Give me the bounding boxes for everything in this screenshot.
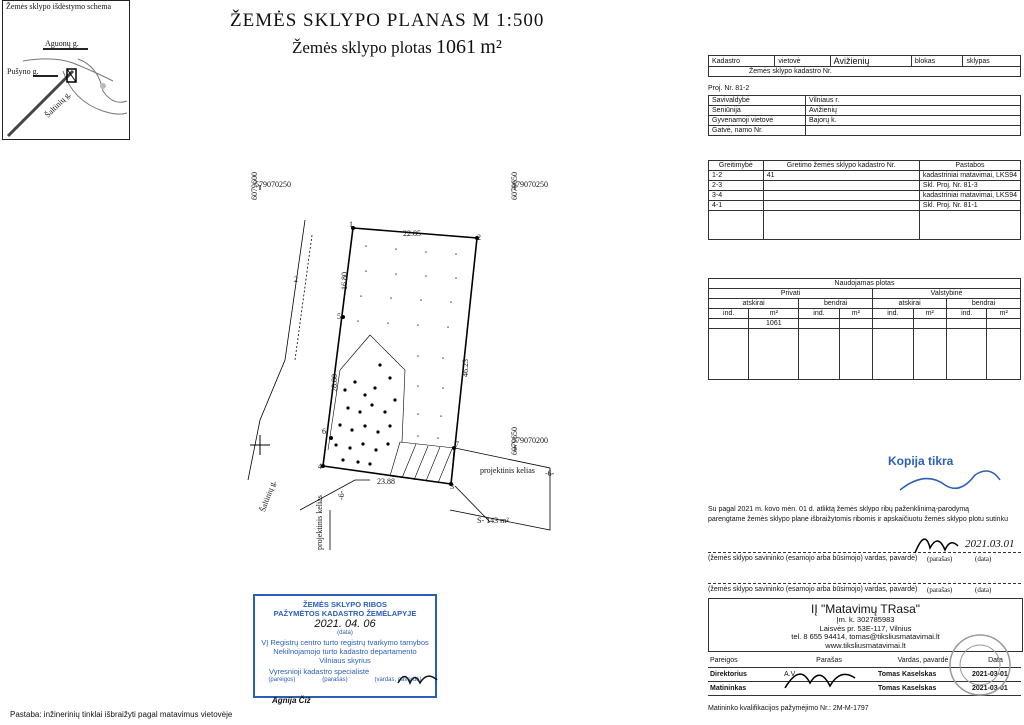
registry-l1: ŽEMĖS SKLYPO RIBOS (303, 600, 387, 609)
length-5-4: 28.80 (330, 374, 339, 392)
sign1-date-value: 2021.03.01 (965, 538, 1015, 550)
location-scheme (2, 0, 130, 140)
neighbors-h2: Gretimo žemės sklypo kadastro Nr. (763, 161, 919, 171)
road-mark-vertical: -6- (337, 490, 346, 500)
neighbor-c: Skl. Proj. Nr. 81-1 (919, 201, 1020, 211)
servitude-label: S- 143 m² (477, 516, 509, 525)
sig-h4: Data (970, 654, 1021, 668)
address-table (708, 95, 1021, 136)
vietove-label: vietovė (775, 56, 830, 67)
neighbor-c: Skl. Proj. Nr. 81-3 (919, 181, 1020, 191)
svg-text:": " (455, 254, 458, 260)
sig-name: Tomas Kaselskas (876, 682, 970, 696)
street-label-plan: Šaltinių g. (258, 479, 278, 514)
sign2-data: (data) (975, 586, 992, 594)
neighbor-a: 4-1 (709, 201, 764, 211)
kadastro-label: Kadastro (709, 56, 775, 67)
svg-text:": " (447, 327, 450, 333)
svg-text:": " (442, 358, 445, 364)
vietove-value: Avižienių (830, 56, 911, 67)
registry-cap3: (vardas, pavardė) (374, 677, 422, 683)
usage-table (708, 278, 1021, 380)
kad-nr-label: Žemės sklypo kadastro Nr. (709, 67, 1021, 77)
coord-x2: 6079650 (510, 172, 519, 200)
usage-bendrai: bendrai (799, 299, 873, 309)
sign1-caption: (žemės sklypo savininko (esamojo arba būsimojo) vardas, pavardė) (708, 555, 918, 562)
page-title: ŽEMĖS SKLYPO PLANAS M 1:500 (230, 10, 545, 31)
svg-text:": " (395, 274, 398, 280)
statement-line2: parengtame žemės sklypo plane išbraižytomis ribomis ir apskaičiuotu žemės sklypo plotu sutinku (708, 516, 1008, 523)
registry-l3: VĮ Registrų centro turto registrų tvarkymo tarnybos (261, 638, 429, 647)
usage-value: 1061 (749, 319, 799, 329)
svg-text:": " (440, 416, 443, 422)
svg-text:": " (417, 386, 420, 392)
coord-x2-lower: 6079650 (510, 427, 519, 455)
point-6: 6 (322, 427, 326, 436)
svg-text:": " (450, 302, 453, 308)
usage-valstybine: Valstybinė (873, 289, 1021, 299)
round-stamp (945, 630, 1015, 700)
usage-bendrai: bendrai (947, 299, 1021, 309)
usage-privati: Privati (709, 289, 873, 299)
length-2-3: 46.23 (461, 359, 470, 377)
usage-atskirai: atskirai (709, 299, 799, 309)
copy-signature (895, 460, 1005, 500)
addr-value: Vilniaus r. (806, 96, 1021, 106)
addr-key: Gyvenamoji vietovė (709, 116, 806, 126)
coord-x1: 6079600 (250, 172, 259, 200)
company-code: Įm. k. 302785983 (836, 615, 895, 624)
addr-value: Bajorų k. (806, 116, 1021, 126)
copy-stamp: Kopija tikra (888, 454, 954, 468)
usage-m2: m² (987, 309, 1021, 319)
company-phone: tel. 8 655 94414, tomas@tiksliusmatavimai.lt (791, 632, 940, 641)
sign1-line (708, 552, 1021, 553)
plot-plan (230, 150, 590, 550)
neighbor-a: 3-4 (709, 191, 764, 201)
sign1-data: (data) (975, 555, 992, 563)
blokas-label: blokas (911, 56, 963, 67)
neighbor-b: 41 (763, 171, 919, 181)
point-2: 2 (477, 233, 481, 242)
point-5: 5 (337, 312, 341, 321)
area-unit: m² (480, 36, 502, 58)
sign1-parasas: (parašas) (927, 555, 953, 563)
registry-name: Agnija Čiž (272, 696, 311, 705)
usage-m2: m² (839, 309, 873, 319)
neighbor-b (763, 181, 919, 191)
plot-boundary (323, 228, 477, 484)
addr-key: Savivaldybė (709, 96, 806, 106)
usage-ind: ind. (873, 309, 913, 319)
road-mark: -6- (545, 469, 555, 478)
usage-ind: ind. (947, 309, 987, 319)
usage-atskirai: atskirai (873, 299, 947, 309)
neighbors-h3: Pastabos (919, 161, 1020, 171)
neighbors-h1: Greitimybė (709, 161, 764, 171)
sign2-caption: (žemės sklypo savininko (esamojo arba būsimojo) vardas, pavardė) (708, 586, 918, 593)
sign2-line (708, 583, 1021, 584)
svg-text:": " (360, 296, 363, 302)
neighbor-b (763, 201, 919, 211)
area-label: Žemės sklypo plotas (292, 38, 432, 57)
owner-signature (910, 528, 960, 558)
svg-text:": " (437, 438, 440, 444)
company-address: Laisvės pr. 53E-117, Vilnius (819, 623, 912, 633)
neighbor-a: 2-3 (709, 181, 764, 191)
svg-text:": " (417, 356, 420, 362)
cadastre-info-table (708, 55, 1021, 77)
usage-ind: ind. (709, 309, 749, 319)
surveyor-signature (780, 658, 860, 694)
svg-text:": " (417, 414, 420, 420)
point-1: 1 (349, 220, 353, 229)
usage-m2: m² (749, 309, 799, 319)
sklypas-label: sklypas (963, 56, 1021, 67)
neighbor-a: 1-2 (709, 171, 764, 181)
road-label: projektinis kelias (480, 466, 535, 475)
svg-text:": " (420, 300, 423, 306)
length-4-3: 23.88 (377, 477, 395, 486)
footnote: Pastaba: inžinerinių tinklai išbraižyti pagal matavimus vietovėje (10, 710, 233, 719)
sig-date: 2021-03-01 (970, 668, 1021, 682)
sig-role: Matininkas (708, 682, 782, 696)
addr-key: Gatvė, namo Nr. (709, 126, 806, 136)
registry-date: 2021. 04. 06 (314, 618, 376, 630)
area-line (292, 36, 502, 59)
sig-name: Tomas Kaselskas (876, 668, 970, 682)
company-name: IĮ "Matavimų TRasa" (811, 602, 920, 616)
svg-text:": " (442, 388, 445, 394)
point-7: 7 (455, 440, 459, 449)
svg-text:": " (425, 276, 428, 282)
area-value: 1061 (436, 36, 477, 58)
road-label-vertical: projektinis kelias (315, 495, 324, 550)
point-3: 3 (450, 482, 454, 491)
usage-ind: ind. (799, 309, 839, 319)
svg-text:": " (455, 278, 458, 284)
neighbor-b (763, 191, 919, 201)
registry-l2: PAŽYMĖTOS KADASTRO ŽEMĖLAPYJE (273, 609, 417, 618)
statement-line1: Su pagal 2021 m. kovo mėn. 01 d. atliktą žemės sklypo ribų paženklinimą-parodymą (708, 506, 970, 513)
proj-nr: Proj. Nr. 81-2 (708, 85, 750, 92)
svg-text:": " (365, 271, 368, 277)
registry-cap2: (parašas) (322, 677, 348, 683)
length-1-2: 22.85 (403, 229, 421, 238)
coord-y2: 579070200 (512, 436, 548, 445)
svg-text:": " (390, 298, 393, 304)
addr-value: Avižienių (806, 106, 1021, 116)
sign2-parasas: (parašas) (927, 586, 953, 594)
surveyor-cert: Matininko kvalifikacijos pažymėjimo Nr.: 2M-M-1797 (708, 705, 869, 712)
svg-text:": " (357, 321, 360, 327)
length-1-5: 16.80 (340, 272, 349, 290)
svg-text:": " (395, 249, 398, 255)
sig-h2: Parašas (782, 654, 876, 668)
addr-value (806, 126, 1021, 136)
svg-text:": " (417, 436, 420, 442)
svg-text:": " (365, 246, 368, 252)
point-4: 4 (318, 462, 322, 471)
addr-key: Seniūnija (709, 106, 806, 116)
neighbor-c: kadastriniai matavimai, LKS94 (919, 191, 1020, 201)
usage-m2: m² (913, 309, 947, 319)
sig-sign: A.V. (782, 668, 876, 682)
usage-title: Naudojamas plotas (709, 279, 1021, 289)
neighbors-table (708, 160, 1021, 240)
street-label-pusyno: Pušyno g. (7, 67, 39, 76)
coord-y1: 579070250 (255, 180, 291, 189)
sig-h3: Vardas, pavardė (876, 654, 970, 668)
registry-l5: Vilniaus skyrius (319, 656, 371, 665)
street-label-saltiniu: Šaltinių g. (43, 89, 73, 120)
registry-l4: Nekilnojamojo turto kadastro departamento (273, 647, 417, 656)
street-label-aguonu: Aguonų g. (45, 39, 79, 48)
neighbor-c: kadastriniai matavimai, LKS94 (919, 171, 1020, 181)
svg-text:": " (425, 252, 428, 258)
registry-l6: Vyresnioji kadastro specialistė (269, 667, 370, 676)
sig-role: Direktorius (708, 668, 782, 682)
coord-y1b: 579070250 (512, 180, 548, 189)
street-mark: 2 (294, 275, 298, 284)
registry-signature (395, 668, 440, 690)
registry-date-caption: (data) (337, 630, 353, 636)
sig-date: 2021-03-01 (970, 682, 1021, 696)
registry-cap1: (pareigos) (268, 677, 296, 683)
location-scheme-heading: Žemės sklypo išdėstymo schema (6, 2, 112, 11)
svg-text:": " (387, 323, 390, 329)
sig-h1: Pareigos (708, 654, 782, 668)
svg-text:": " (417, 325, 420, 331)
company-web: www.tiksliusmatavimai.lt (825, 640, 906, 650)
